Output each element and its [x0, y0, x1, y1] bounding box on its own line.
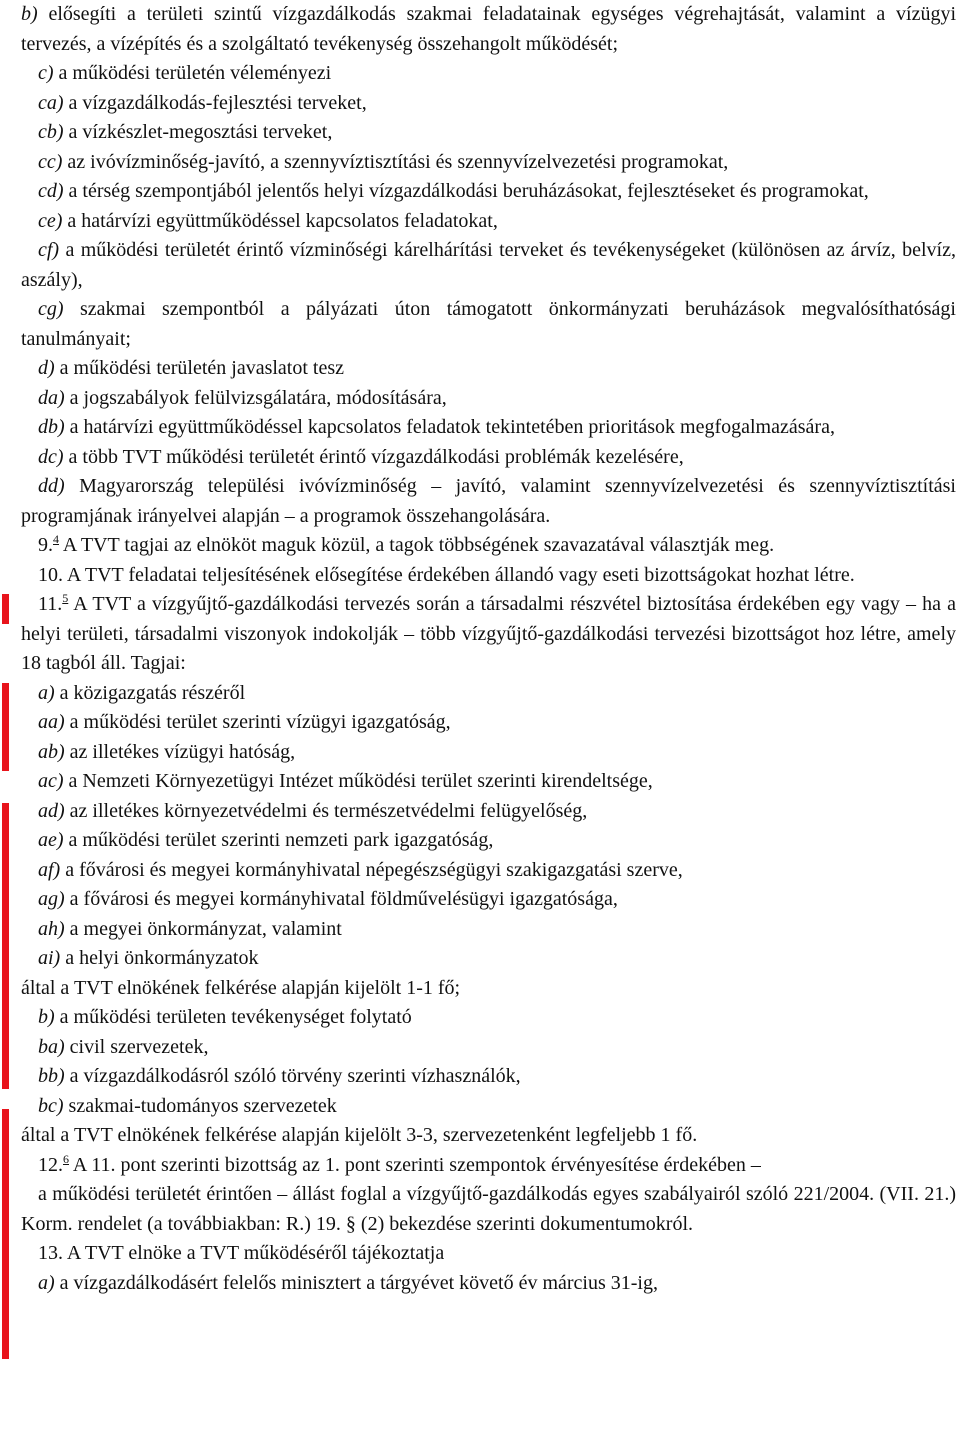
document-body — [21, 0, 956, 1298]
list-item: cg) szakmai szempontból a pályázati úton támogatott önkormányzati beruházások megvalósíthatósági tanulmányait; — [21, 298, 956, 350]
paragraph-13: 13. A TVT elnöke a TVT működéséről tájékoztatja — [38, 1242, 445, 1264]
list-tail: által a TVT elnökének felkérése alapján kijelölt 3-3, szervezetenként legfeljebb 1 fő. — [21, 1124, 698, 1146]
list-item: ce) a határvízi együttműködéssel kapcsolatos feladatokat, — [38, 209, 498, 232]
list-item: ah) a megyei önkormányzat, valamint — [38, 917, 342, 940]
list-item: dd) Magyarország települési ivóvízminőség – javító, valamint szennyvízelvezetési és szennyvíztisztítási programjának irányelvei alapján – a programok összehangolására. — [21, 475, 956, 527]
change-bar — [2, 1109, 9, 1359]
list-item: da) a jogszabályok felülvizsgálatára, módosítására, — [38, 386, 447, 409]
list-item: ad) az illetékes környezetvédelmi és természetvédelmi felügyelőség, — [38, 799, 588, 822]
change-bar — [2, 803, 9, 1089]
list-item: cd) a térség szempontjából jelentős helyi vízgazdálkodási beruházásokat, fejlesztéseket és programokat, — [38, 180, 869, 202]
list-item: ca) a vízgazdálkodás-fejlesztési terveket, — [38, 91, 367, 114]
list-item: ab) az illetékes vízügyi hatóság, — [38, 740, 296, 763]
list-item: cf) a működési területét érintő vízminőségi kárelhárítási terveket és tevékenységeket (különösen az árvíz, belvíz, aszály), — [21, 239, 956, 291]
list-item: dc) a több TVT működési területét érintő vízgazdálkodási problémák kezelésére, — [38, 445, 684, 468]
paragraph-9: 9.$^4$ A TVT tagjai az elnököt maguk közül, a tagok többségének szavazatával választják meg. — [38, 532, 775, 556]
list-item: a) a vízgazdálkodásért felelős minisztert a tárgyévet követő év március 31-ig, — [38, 1271, 658, 1294]
footnote-link[interactable]: 5 — [62, 591, 69, 605]
change-bar — [2, 683, 9, 771]
change-bar — [2, 594, 9, 624]
list-item: ac) a Nemzeti Környezetügyi Intézet működési terület szerinti kirendeltsége, — [38, 770, 653, 792]
list-item: af) a fővárosi és megyei kormányhivatal népegészségügyi szakigazgatási szerve, — [38, 858, 683, 881]
list-item: bc) szakmai-tudományos szervezetek — [38, 1094, 337, 1117]
list-item: ai) a helyi önkormányzatok — [38, 947, 259, 969]
list-item: cb) a vízkészlet-megosztási terveket, — [38, 121, 333, 143]
paragraph-10: 10. A TVT feladatai teljesítésének elősegítése érdekében állandó vagy eseti bizottságokat hozhat létre. — [38, 563, 855, 586]
list-item: b) elősegíti a területi szintű vízgazdálkodás szakmai feladatainak egységes végrehajtását, valamint a vízügyi tervezés, a vízépítés és a szolgáltató tevékenység összehangolt működését; — [21, 3, 956, 55]
list-item: cc) az ivóvízminőség-javító, a szennyvíztisztítási és szennyvízelvezetési programokat, — [38, 150, 729, 173]
list-item: ba) civil szervezetek, — [38, 1035, 209, 1058]
list-tail: által a TVT elnökének felkérése alapján kijelölt 1-1 fő; — [21, 976, 461, 999]
list-item: d) a működési területén javaslatot tesz — [38, 357, 345, 379]
list-item: db) a határvízi együttműködéssel kapcsolatos feladatok tekintetében prioritások megfogalmazására, — [38, 416, 835, 438]
paragraph-12-body: a működési területét érintően – állást foglal a vízgyűjtő-gazdálkodás egyes szabályairól szóló 221/2004. (VII. 21.) Korm. rendelet (a továbbiakban: R.) 19. § (2) bekezdése szerinti dokumentumokról. — [21, 1183, 956, 1235]
footnote-link[interactable]: 4 — [53, 532, 59, 546]
list-item: ag) a fővárosi és megyei kormányhivatal földművelésügyi igazgatósága, — [38, 888, 618, 910]
list-item: ae) a működési terület szerinti nemzeti park igazgatóság, — [38, 829, 494, 851]
paragraph-12-first-line: 12.$^6$ A 11. pont szerinti bizottság az 1. pont szerinti szempontok érvényesítése érdekében – — [38, 1151, 761, 1176]
footnote-link[interactable]: 6 — [63, 1151, 69, 1166]
list-item: bb) a vízgazdálkodásról szóló törvény szerinti vízhasználók, — [38, 1065, 521, 1087]
list-item: b) a működési területen tevékenységet folytató — [38, 1006, 412, 1028]
paragraph-11: 11.$^5$ A TVT a vízgyűjtő-gazdálkodási tervezés során a társadalmi részvétel biztosítása érdekében egy vagy – ha a helyi területi, társadalmi viszonyok indokolják – több vízgyűjtő-gazdálkodási tervezési bizottságot hoz létre, amely 18 tagból áll. Tagjai: — [21, 591, 956, 674]
list-item: a) a közigazgatás részéről — [38, 681, 246, 704]
list-item: aa) a működési terület szerinti vízügyi igazgatóság, — [38, 711, 451, 733]
list-item: c) a működési területén véleményezi — [38, 62, 332, 84]
